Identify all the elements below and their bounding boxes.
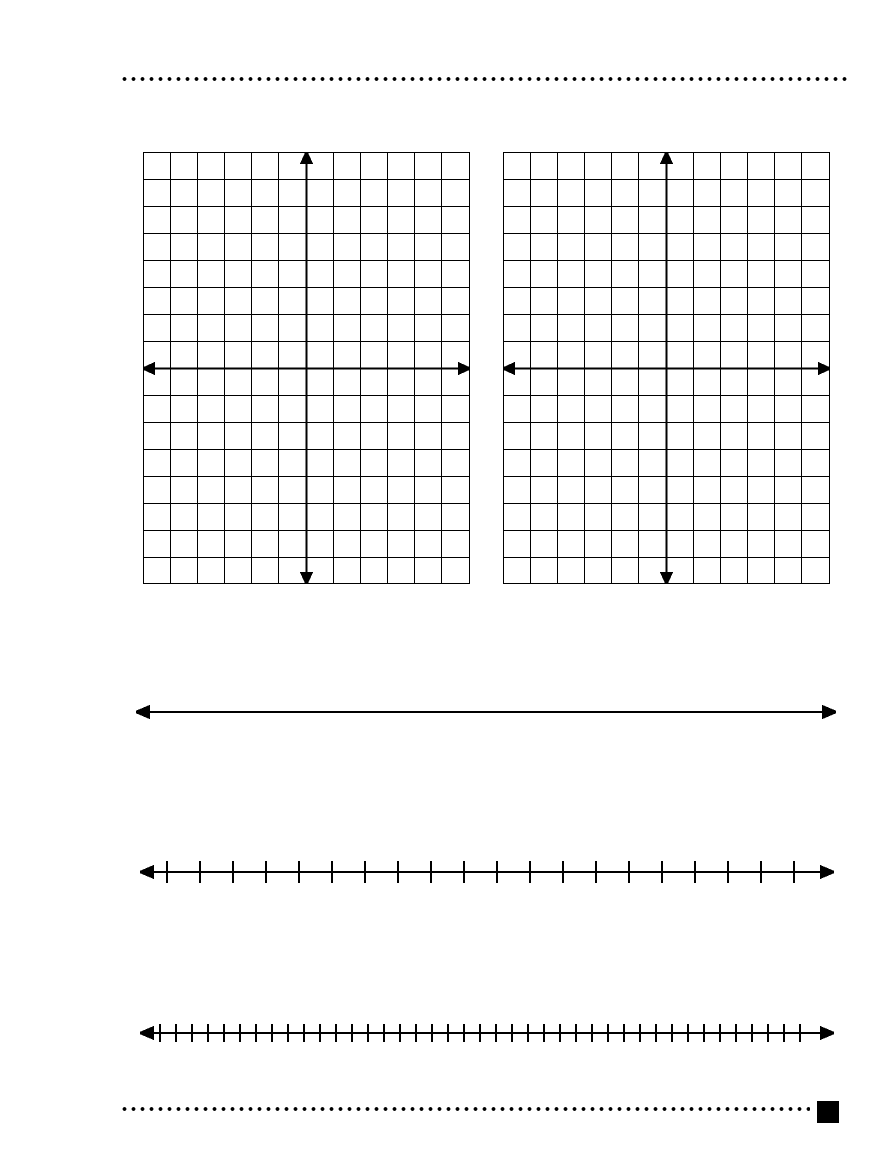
coordinate-grid-right-svg — [503, 152, 830, 584]
page-number-marker — [817, 1101, 839, 1123]
number-line-plain — [136, 700, 836, 724]
coordinate-grid-left — [143, 152, 470, 584]
number-line-coarse-ticks — [140, 858, 834, 886]
top-dotted-divider — [120, 76, 851, 82]
number-line-plain-svg — [136, 700, 836, 724]
bottom-dotted-divider — [120, 1106, 810, 1112]
number-line-fine-ticks-svg — [140, 1021, 834, 1045]
number-line-coarse-ticks-svg — [140, 858, 834, 886]
coordinate-grid-right — [503, 152, 830, 584]
number-line-fine-ticks — [140, 1021, 834, 1045]
coordinate-grid-left-svg — [143, 152, 470, 584]
